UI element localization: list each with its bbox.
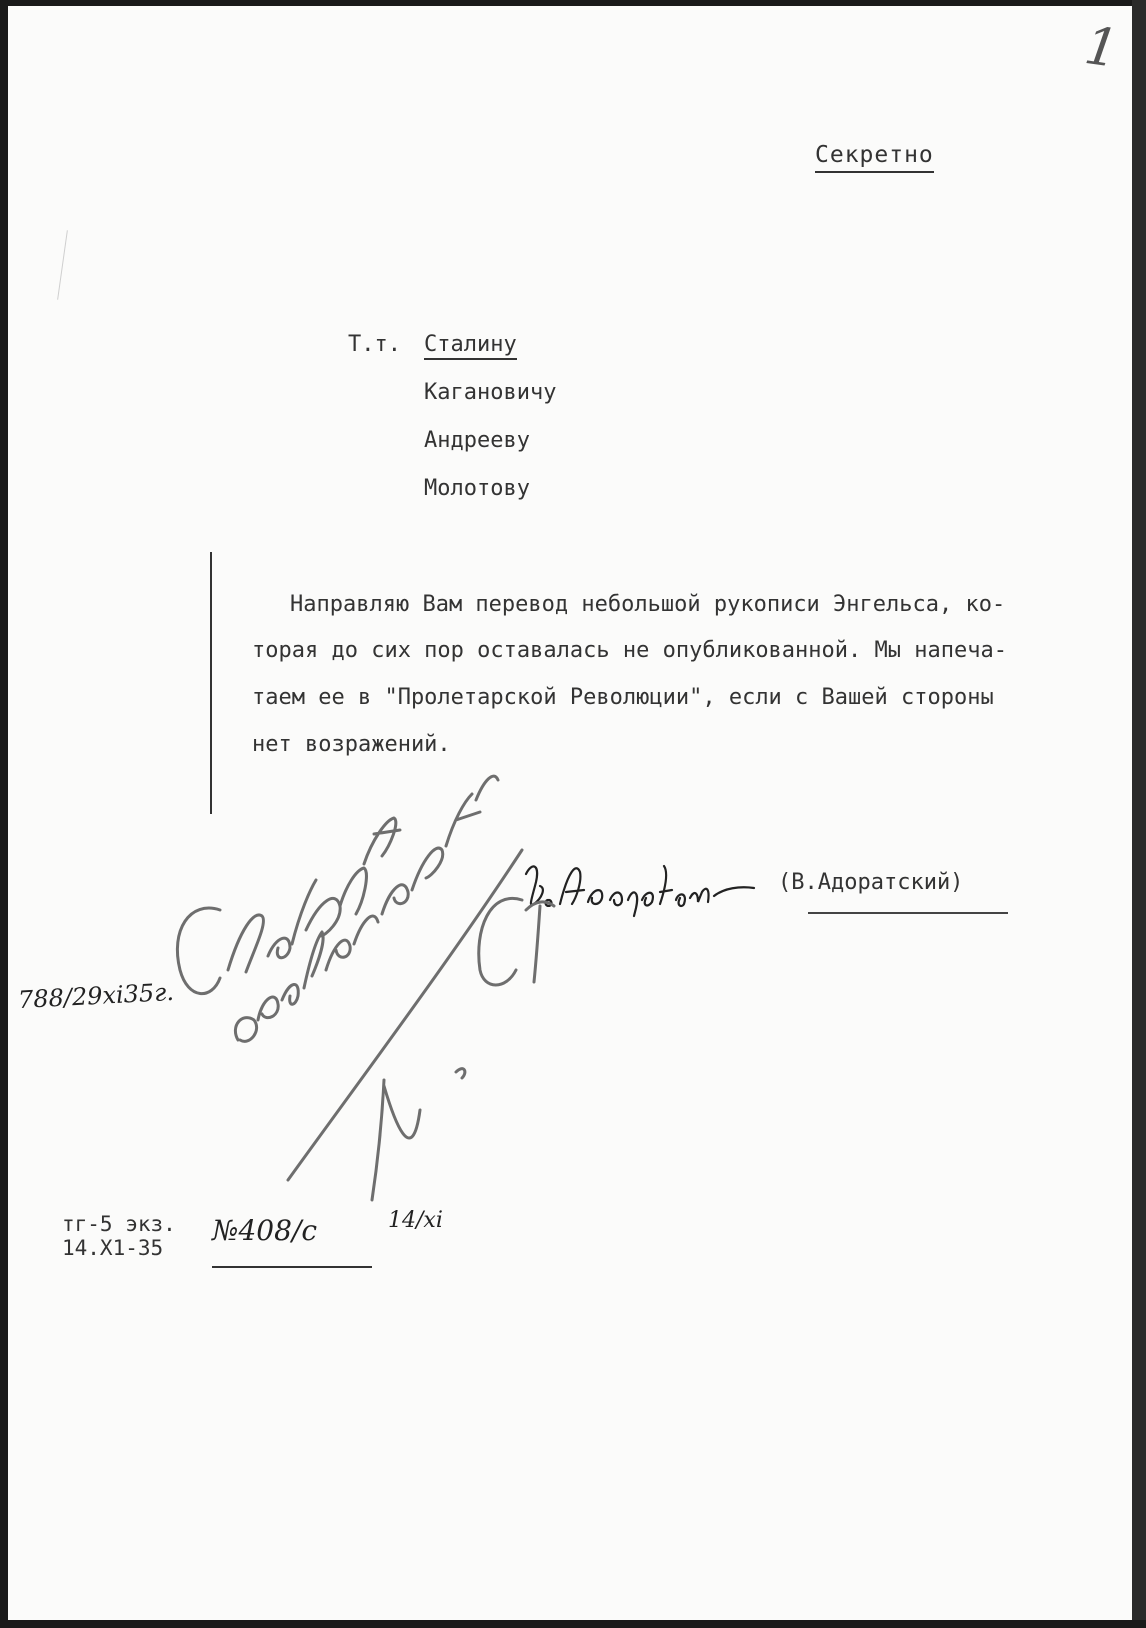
- scan-border-top: [0, 0, 1146, 6]
- scan-border-left: [0, 0, 8, 1628]
- addressee-andreev: Андрееву: [424, 428, 530, 453]
- addressee-kaganovich: Кагановичу: [424, 380, 557, 405]
- page-number: 1: [1080, 15, 1123, 81]
- outgoing-number: №408/с: [212, 1214, 318, 1247]
- body-text-line: нет возражений.: [252, 732, 451, 757]
- outgoing-date: 14/xi: [388, 1208, 443, 1233]
- footer-date: 14.Х1-35: [62, 1236, 164, 1260]
- body-text-line: Направляю Вам перевод небольшой рукописи Энгельса, ко-: [290, 592, 1006, 617]
- paper-crease: [57, 230, 68, 299]
- body-text-line: торая до сих пор оставалась не опубликованной. Мы напеча-: [252, 638, 1007, 663]
- signature-underline: [808, 912, 1008, 914]
- outgoing-number-underline: [212, 1266, 372, 1268]
- registration-number-handwritten: 788/29xi35г.: [17, 977, 175, 1015]
- addressee-stalin: Сталину: [424, 332, 517, 360]
- addressee-prefix: Т.т.: [348, 332, 401, 357]
- addressee-molotov: Молотову: [424, 476, 530, 501]
- signer-name: (В.Адоратский): [778, 870, 964, 895]
- classification-label: Секретно: [815, 142, 934, 173]
- handwritten-pencil-resolution: [150, 700, 650, 1220]
- scan-border-bottom: [0, 1620, 1146, 1628]
- footer-copies: тг-5 экз.: [62, 1212, 176, 1236]
- scan-border-right: [1132, 0, 1146, 1628]
- body-text-line: таем ее в "Пролетарской Революции", если с Вашей стороны: [252, 685, 994, 710]
